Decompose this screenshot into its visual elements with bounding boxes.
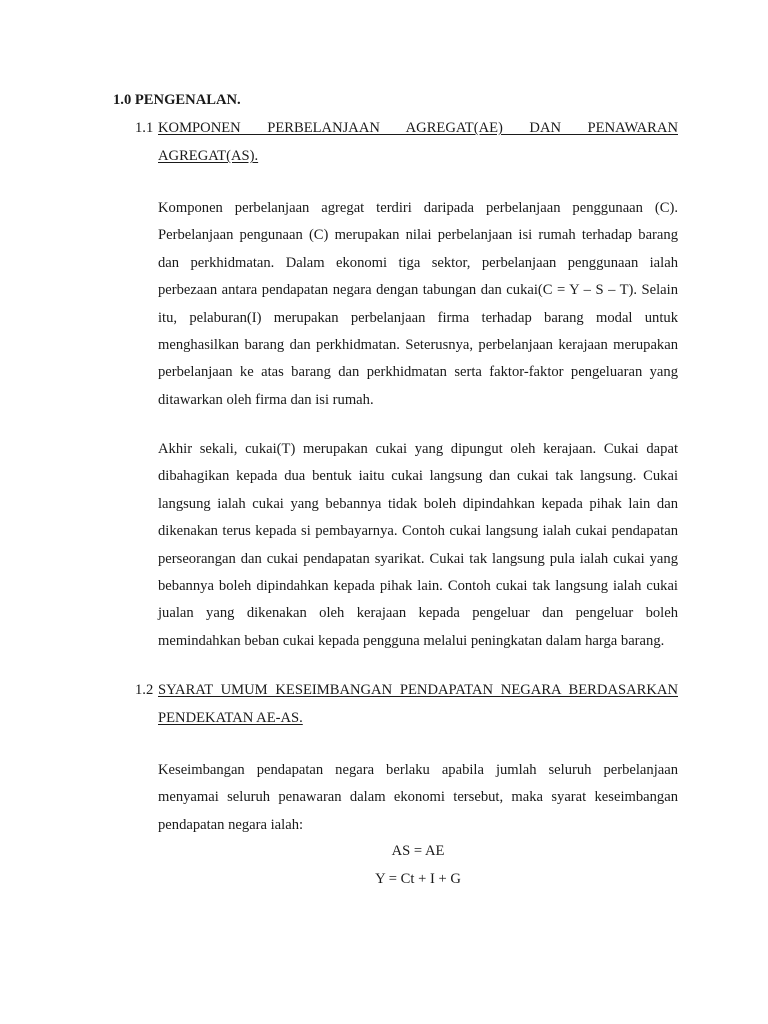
section-title-line: PENDEKATAN AE-AS. bbox=[158, 710, 303, 726]
page-heading: 1.0 PENGENALAN. bbox=[113, 92, 241, 108]
section-title-line: KOMPONEN PERBELANJAAN AGREGAT(AE) DAN PENAWARAN bbox=[158, 120, 678, 136]
equation: AS = AE bbox=[391, 843, 445, 859]
section-title bbox=[158, 676, 678, 732]
paragraph: Akhir sekali, cukai(T) merupakan cukai yang dipungut oleh kerajaan. Cukai dapat dibahagikan kepada dua bentuk iaitu cukai langsung dan cukai tak langsung. Cukai langsung ialah cukai yang bebannya tidak boleh dipindahkan kepada pihak lain dan dikenakan terus kepada si pembayarnya. Contoh cukai langsung ialah cukai pendapatan perseorangan dan cukai pendapatan syarikat. Cukai tak langsung pula ialah cukai yang bebannya boleh dipindahkan kepada pihak lain. Contoh cukai tak langsung ialah cukai jualan yang dikenakan oleh kerajaan kepada pengeluar dan pengeluar boleh memindahkan beban cukai kepada pengguna melalui peningkatan dalam harga barang. bbox=[158, 441, 678, 649]
paragraph: Komponen perbelanjaan agregat terdiri daripada perbelanjaan penggunaan (C). Perbelanjaan pengunaan (C) merupakan nilai perbelanjaan isi rumah terhadap barang dan perkhidmatan. Dalam ekonomi tiga sektor, perbelanjaan penggunaan ialah perbezaan antara pendapatan negara dengan tabungan dan cukai(C = Y – S – T). Selain itu, pelaburan(I) merupakan perbelanjaan firma terhadap barang modal untuk menghasilkan barang dan perkhidmatan. Seterusnya, perbelanjaan kerajaan merupakan perbelanjaan ke atas barang dan perkhidmatan serta faktor-faktor pengeluaran yang ditawarkan oleh firma dan isi rumah. bbox=[158, 200, 678, 408]
paragraph: Keseimbangan pendapatan negara berlaku apabila jumlah seluruh perbelanjaan menyamai seluruh penawaran dalam ekonomi tersebut, maka syarat keseimbangan pendapatan negara ialah: bbox=[158, 762, 678, 833]
section-number: 1.1 bbox=[135, 120, 154, 136]
equation: Y = Ct + I + G bbox=[375, 871, 461, 887]
section-number: 1.2 bbox=[135, 682, 154, 698]
section-title-line: SYARAT UMUM KESEIMBANGAN PENDAPATAN NEGARA BERDASARKAN bbox=[158, 682, 678, 698]
section-title-line: AGREGAT(AS). bbox=[158, 148, 259, 164]
section-title bbox=[158, 114, 678, 170]
